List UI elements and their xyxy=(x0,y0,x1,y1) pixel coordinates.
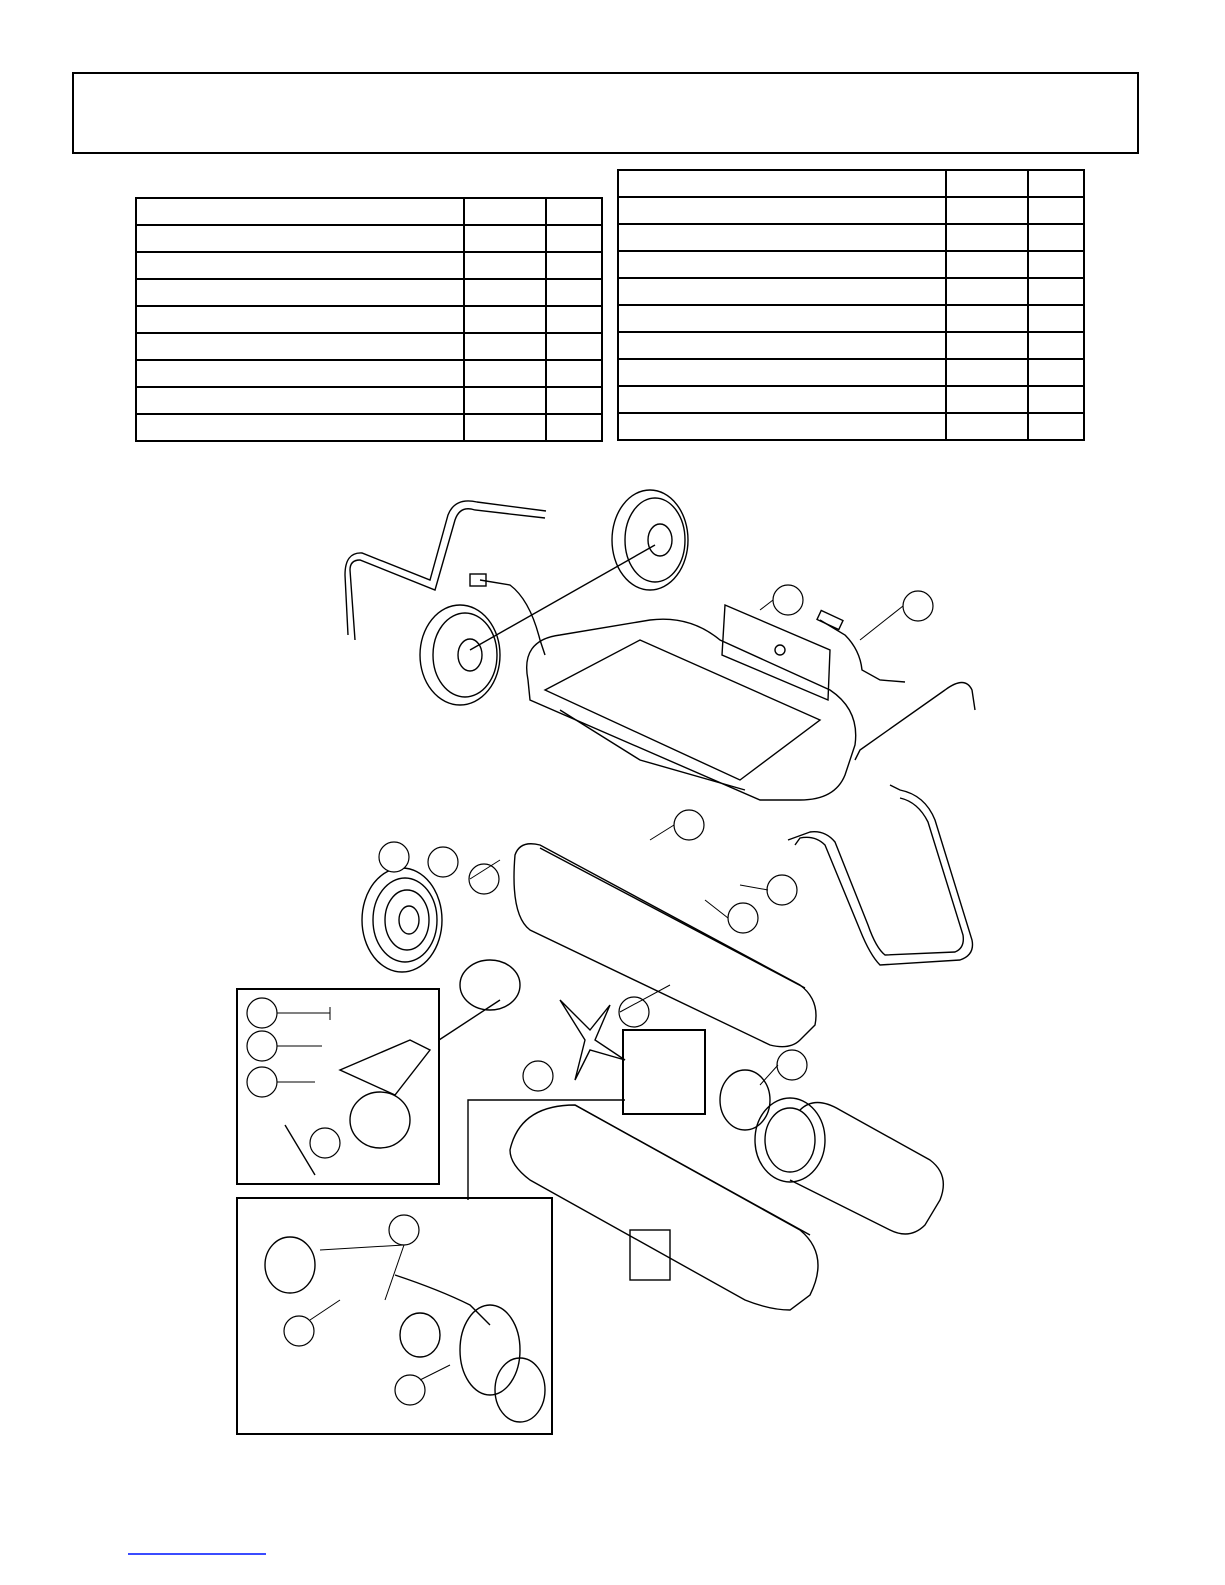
table-cell xyxy=(136,279,464,306)
table-row xyxy=(618,251,1084,278)
table-row xyxy=(618,386,1084,413)
callouts xyxy=(247,585,933,1405)
parts-table-right xyxy=(617,169,1085,441)
table-row xyxy=(136,387,602,414)
ignition-lead xyxy=(820,620,905,682)
table-cell xyxy=(136,414,464,441)
combustion-chamber xyxy=(755,1098,943,1234)
parts-table-left xyxy=(135,197,603,442)
table-cell xyxy=(546,252,602,279)
table-cell xyxy=(946,251,1028,278)
table-cell xyxy=(946,305,1028,332)
inset-bracket-detail xyxy=(623,1030,705,1114)
table-cell xyxy=(464,252,546,279)
table-cell xyxy=(1028,197,1084,224)
table-row xyxy=(136,360,602,387)
table-cell xyxy=(946,278,1028,305)
table-row xyxy=(136,306,602,333)
table-cell xyxy=(464,414,546,441)
table-cell xyxy=(946,359,1028,386)
table-cell xyxy=(1028,170,1084,197)
table-cell xyxy=(546,387,602,414)
gasket xyxy=(720,1070,770,1130)
wheel-left xyxy=(420,605,500,705)
table-cell xyxy=(546,225,602,252)
table-cell xyxy=(136,225,464,252)
exploded-parts-diagram xyxy=(0,470,1225,1470)
table-cell xyxy=(464,306,546,333)
table-cell xyxy=(618,413,946,440)
fan-guard xyxy=(362,868,442,972)
table-cell xyxy=(136,333,464,360)
table-row xyxy=(618,413,1084,440)
table-cell xyxy=(546,333,602,360)
fuel-tank xyxy=(527,619,856,800)
table-cell xyxy=(618,332,946,359)
table-cell xyxy=(464,279,546,306)
table-cell xyxy=(136,198,464,225)
table-cell xyxy=(618,386,946,413)
table-cell xyxy=(1028,305,1084,332)
table-cell xyxy=(946,224,1028,251)
table-cell xyxy=(1028,413,1084,440)
table-cell xyxy=(136,252,464,279)
table-row xyxy=(136,279,602,306)
table-row xyxy=(618,359,1084,386)
table-cell xyxy=(618,224,946,251)
table-row xyxy=(618,305,1084,332)
outer-shell xyxy=(510,1105,818,1310)
table-cell xyxy=(618,251,946,278)
table-row xyxy=(136,198,602,225)
fan-blade xyxy=(560,1000,625,1080)
table-cell xyxy=(618,278,946,305)
table-cell xyxy=(464,387,546,414)
power-cord xyxy=(480,580,545,655)
table-cell xyxy=(546,360,602,387)
table-cell xyxy=(946,386,1028,413)
footer-link-underline[interactable] xyxy=(128,1553,266,1555)
table-cell xyxy=(946,413,1028,440)
table-cell xyxy=(1028,332,1084,359)
lower-shell xyxy=(514,844,816,1047)
table-cell xyxy=(1028,224,1084,251)
table-row xyxy=(618,332,1084,359)
header-box xyxy=(72,72,1139,154)
table-cell xyxy=(1028,359,1084,386)
table-row xyxy=(618,197,1084,224)
table-cell xyxy=(618,305,946,332)
table-cell xyxy=(464,360,546,387)
table-cell xyxy=(546,306,602,333)
table-row xyxy=(618,278,1084,305)
table-row xyxy=(618,224,1084,251)
table-cell xyxy=(1028,251,1084,278)
table-cell xyxy=(464,198,546,225)
front-handle xyxy=(855,683,975,761)
table-row xyxy=(136,333,602,360)
table-cell xyxy=(136,306,464,333)
table-cell xyxy=(464,225,546,252)
table-cell xyxy=(546,198,602,225)
table-row xyxy=(136,252,602,279)
table-cell xyxy=(546,279,602,306)
motor xyxy=(460,960,520,1010)
table-row xyxy=(618,170,1084,197)
table-cell xyxy=(546,414,602,441)
table-row xyxy=(136,225,602,252)
table-cell xyxy=(946,332,1028,359)
table-cell xyxy=(136,387,464,414)
table-cell xyxy=(618,197,946,224)
table-cell xyxy=(618,359,946,386)
table-cell xyxy=(1028,278,1084,305)
table-cell xyxy=(946,170,1028,197)
table-row xyxy=(136,414,602,441)
table-cell xyxy=(618,170,946,197)
table-cell xyxy=(464,333,546,360)
wheel-right xyxy=(612,490,688,590)
table-cell xyxy=(946,197,1028,224)
table-cell xyxy=(136,360,464,387)
table-cell xyxy=(1028,386,1084,413)
